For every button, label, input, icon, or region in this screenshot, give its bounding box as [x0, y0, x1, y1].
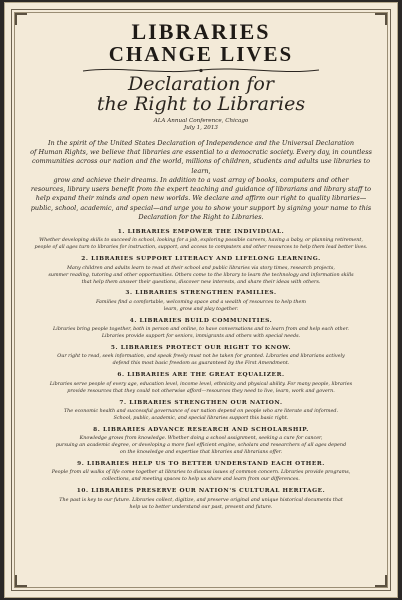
section-line: summer reading, tutoring and other opportunities. Others come to the library to learn the technology and information skills: [48, 271, 354, 278]
section-line: People from all walks of life come together at libraries to discuss issues of common concern. Libraries provide programs,: [51, 469, 351, 476]
conference-info: [21, 118, 381, 133]
section-line: defend this most basic freedom as guaranteed by the First Amendment.: [112, 360, 290, 367]
section-line: on the knowledge and expertise that libraries and librarians offer.: [119, 449, 283, 456]
section-heading: 3. LIBRARIES STRENGTHEN FAMILIES.: [125, 290, 277, 297]
section-line: The past is key to our future. Libraries collect, digitize, and preserve original and unique historical documents that: [59, 496, 343, 503]
section-line: people of all ages turn to libraries for instruction, support, and access to computers and other resources to help them lead better lives.: [34, 244, 368, 251]
section-line: Libraries provide support for seniors, immigrants and others with special needs.: [101, 333, 301, 340]
section-heading: 10. LIBRARIES PRESERVE OUR NATION'S CULTURAL HERITAGE.: [76, 488, 326, 495]
section-body: [25, 497, 377, 511]
section-9: [21, 461, 381, 483]
section-line: that help them answer their questions, discover new interests, and share their ideas with others.: [81, 278, 321, 285]
intro-line: public, school, academic, and special—and urge you to show your support by signing your name to this: [30, 203, 372, 212]
subtitle-line-1: Declaration for: [128, 73, 274, 95]
section-6: [21, 372, 381, 394]
section-body: [25, 326, 377, 340]
section-1: [21, 229, 381, 251]
section-line: Knowledge grows from knowledge. Whether doing a school assignment, seeking a cure for cancer,: [79, 435, 323, 442]
section-body: [25, 299, 377, 313]
section-heading: 5. LIBRARIES PROTECT OUR RIGHT TO KNOW.: [110, 344, 292, 351]
section-3: [21, 290, 381, 312]
section-body: [25, 237, 377, 251]
section-line: Libraries serve people of every age, education level, income level, ethnicity and physical ability. For many people, libraries: [49, 380, 353, 387]
section-line: collections, and meeting spaces to help us share and learn from our differences.: [102, 476, 300, 483]
section-line: pursuing an academic degree, or developing a more fuel efficient engine, scholars and researchers of all ages depend: [55, 442, 347, 449]
section-line: Whether developing skills to succeed in school, looking for a job, exploring possible careers, having a baby, or planning retirement,: [39, 237, 363, 244]
conference-date: July 1, 2013: [184, 125, 218, 132]
section-heading: 4. LIBRARIES BUILD COMMUNITIES.: [129, 317, 273, 324]
section-line: provide resources that they could not otherwise afford—resources they need to live, learn, work and govern.: [67, 387, 335, 394]
section-7: [21, 400, 381, 422]
intro-line: In the spirit of the United States Declaration of Independence and the Universal Declaration: [47, 138, 355, 147]
section-line: help us to better understand our past, present and future.: [129, 503, 273, 510]
title-line-1: LIBRARIES: [131, 19, 271, 44]
intro-paragraph: [29, 139, 373, 222]
declaration-poster: [4, 2, 398, 598]
section-line: learn, grow and play together.: [163, 305, 239, 312]
intro-line: resources, library users benefit from the expert teaching and guidance of librarians and library staff to: [30, 185, 372, 194]
section-body: [25, 408, 377, 422]
section-line: The economic health and successful governance of our nation depend on people who are literate and informed.: [63, 408, 339, 415]
section-line: Our right to read, seek information, and speak freely must not be taken for granted. Libraries and librarians actively: [57, 353, 345, 360]
section-10: [21, 488, 381, 510]
poster-content: [21, 17, 381, 587]
section-2: [21, 256, 381, 285]
title-line-2: CHANGE LIVES: [108, 42, 294, 66]
section-heading: 2. LIBRARIES SUPPORT LITERACY AND LIFELONG LEARNING.: [81, 256, 321, 263]
section-heading: 8. LIBRARIES ADVANCE RESEARCH AND SCHOLARSHIP.: [93, 426, 309, 433]
declaration-sections: [21, 229, 381, 511]
section-5: [21, 345, 381, 367]
section-heading: 9. LIBRARIES HELP US TO BETTER UNDERSTAND EACH OTHER.: [77, 460, 325, 467]
conference-name: ALA Annual Conference, Chicago: [153, 117, 249, 124]
section-line: Many children and adults learn to read at their school and public libraries via story times, research projects,: [67, 264, 335, 271]
section-body: [25, 381, 377, 395]
intro-line: communities across our nation and the world, millions of children, students and adults use libraries to learn,: [31, 157, 371, 175]
subtitle-line-2: the Right to Libraries: [96, 92, 306, 115]
intro-line: grow and achieve their dreams. In addition to a vast array of books, computers and other: [53, 175, 349, 184]
section-body: [25, 353, 377, 367]
section-body: [25, 435, 377, 456]
intro-line: help expand their minds and open new worlds. We declare and affirm our right to quality libraries—: [35, 194, 367, 203]
section-heading: 1. LIBRARIES EMPOWER THE INDIVIDUAL.: [117, 228, 285, 235]
section-heading: 6. LIBRARIES ARE THE GREAT EQUALIZER.: [117, 372, 285, 379]
section-line: Families find a comfortable, welcoming space and a wealth of resources to help them: [96, 298, 306, 305]
section-line: Libraries bring people together, both in person and online, to have conversations and to learn from and help each other.: [53, 326, 349, 333]
intro-line: Declaration for the Right to Libraries.: [138, 212, 264, 221]
section-line: School, public, academic, and special libraries support this basic right.: [113, 414, 289, 421]
intro-line: of Human Rights, we believe that libraries are essential to a democratic society. Every day, in countless: [30, 148, 372, 157]
section-heading: 7. LIBRARIES STRENGTHEN OUR NATION.: [119, 399, 283, 406]
section-body: [25, 469, 377, 483]
section-8: [21, 427, 381, 456]
section-4: [21, 318, 381, 340]
section-body: [25, 265, 377, 286]
